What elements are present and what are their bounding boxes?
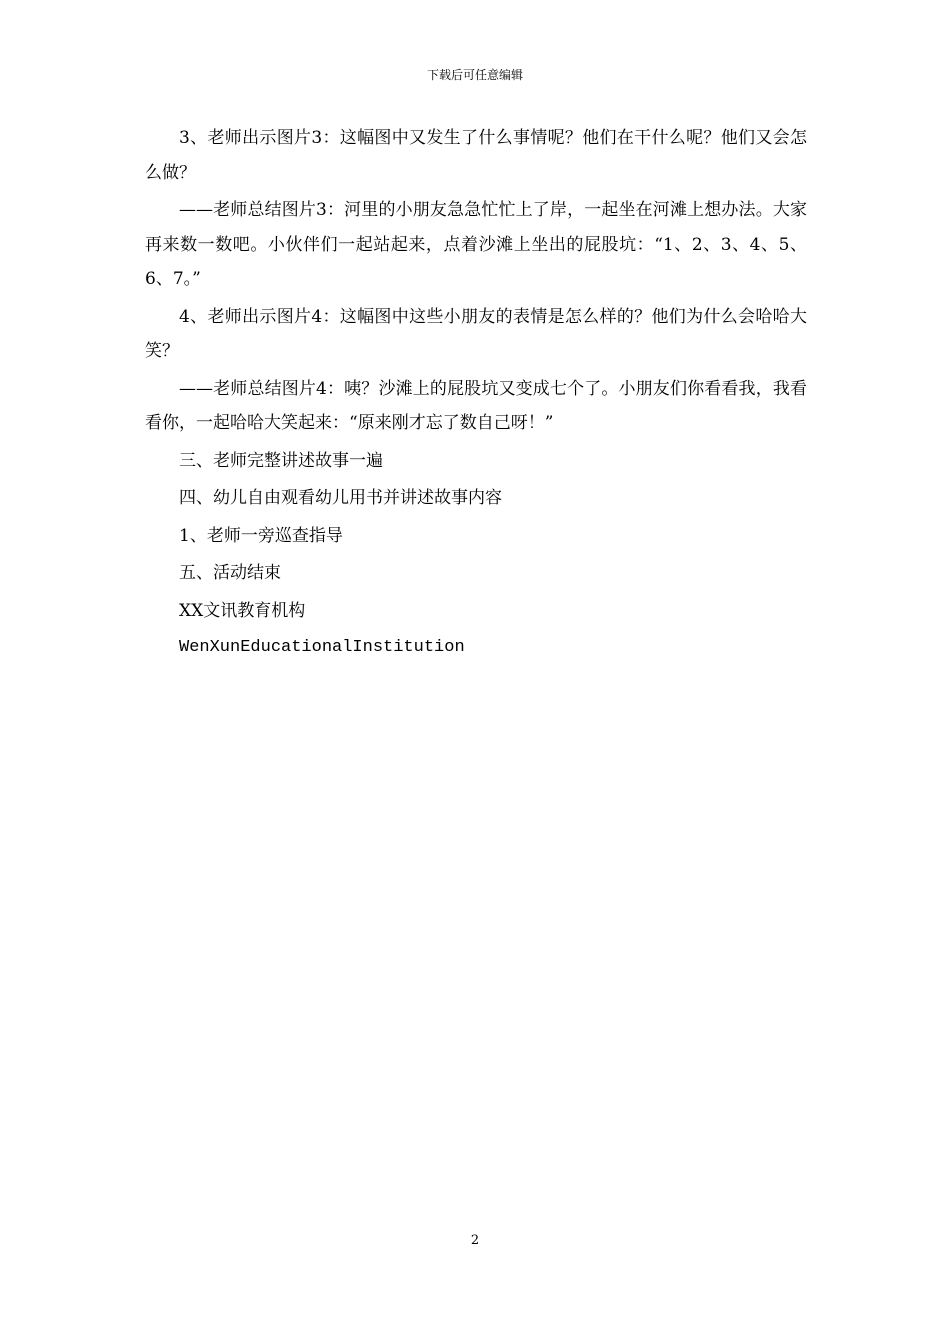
page-header: 下载后可任意编辑: [426, 68, 523, 82]
organization-name-english: WenXunEducationalInstitution: [179, 638, 465, 657]
section-heading-activity-end: 五、活动结束: [179, 563, 281, 583]
organization-name-chinese: XX文讯教育机构: [179, 600, 306, 621]
document-body: [145, 121, 807, 669]
paragraph-picture4-question: 4、老师出示图片4：这幅图中这些小朋友的表情是怎么样的？他们为什么会哈哈大笑？: [145, 306, 807, 361]
paragraph-picture3-summary: ——老师总结图片3：河里的小朋友急急忙忙上了岸，一起坐在河滩上想办法。大家再来数一数吧。小伙伴们一起站起来，点着沙滩上坐出的屁股坑：“1、2、3、4、5、6、7。”: [145, 200, 807, 289]
section-heading-free-reading: 四、幼儿自由观看幼儿用书并讲述故事内容: [179, 488, 502, 508]
page-number: 2: [470, 1233, 480, 1248]
paragraph-picture4-summary: ——老师总结图片4：咦？沙滩上的屁股坑又变成七个了。小朋友们你看看我，我看看你，一起哈哈大笑起来：“原来刚才忘了数自己呀！”: [145, 378, 807, 433]
section-heading-retell-story: 三、老师完整讲述故事一遍: [179, 450, 383, 471]
list-item-teacher-guidance: 1、老师一旁巡查指导: [179, 525, 343, 546]
paragraph-picture3-question: 3、老师出示图片3：这幅图中又发生了什么事情呢？他们在干什么呢？他们又会怎么做？: [145, 128, 807, 183]
